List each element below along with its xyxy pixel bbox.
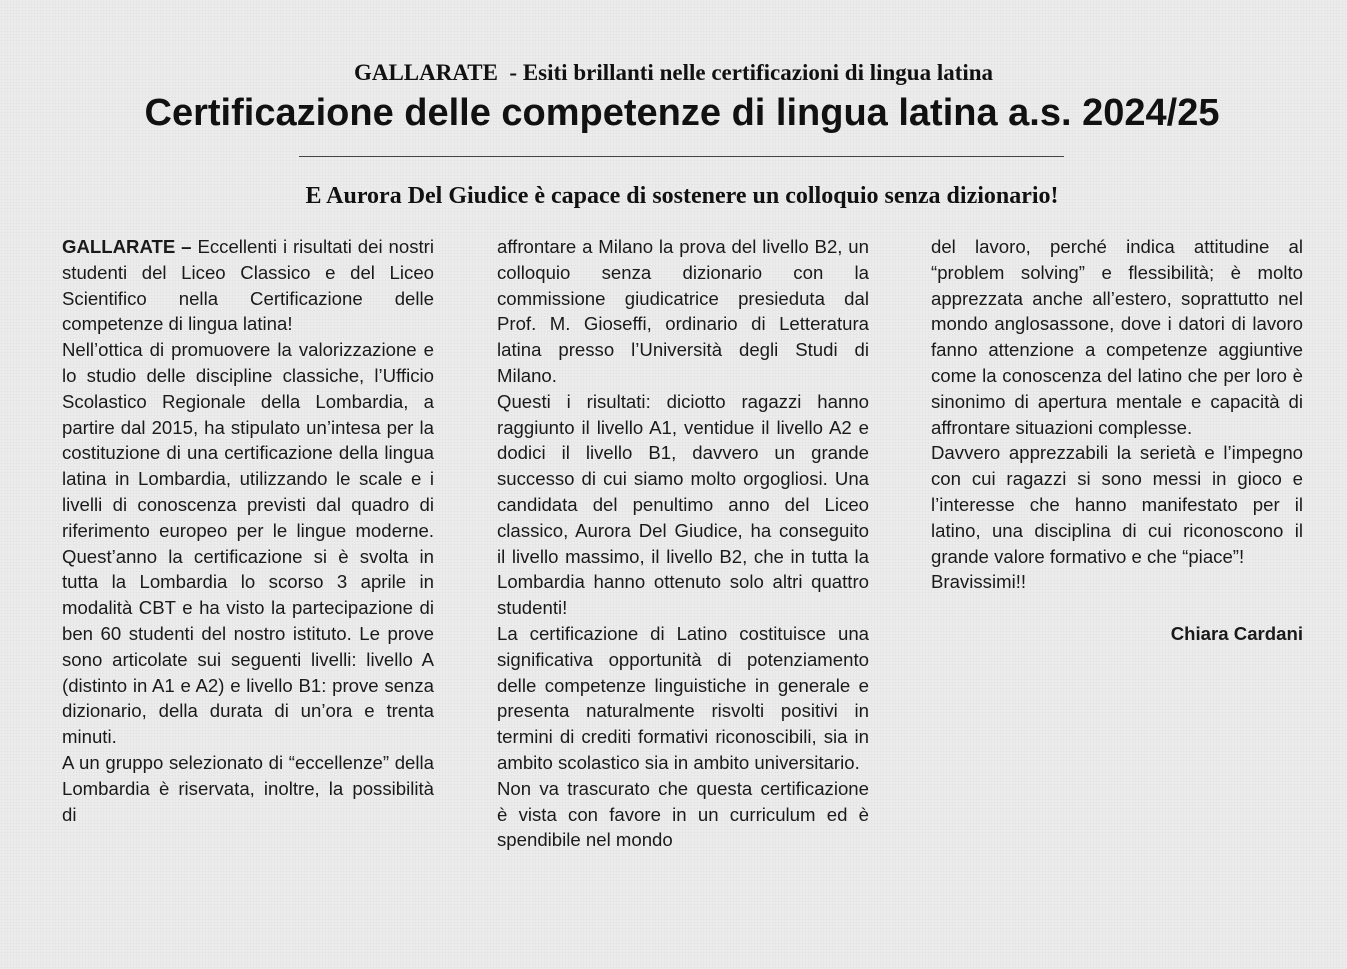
author-signature: Chiara Cardani xyxy=(1170,622,1303,644)
article-headline: Certificazione delle competenze di lingua latina a.s. 2024/25 xyxy=(144,92,1220,134)
dateline: GALLARATE – xyxy=(62,236,192,257)
headline-divider xyxy=(299,156,1064,157)
article-column-3 xyxy=(931,234,1303,647)
col2-paragraph-1: affrontare a Milano la prova del livello B2, un colloquio senza dizionario con la commissione giudicatrice presieduta dal Prof. M. Gioseffi, ordinario di Letteratura latina presso l’Università degli Studi di Milano. xyxy=(497,236,869,386)
article-column-2 xyxy=(497,234,869,853)
article-column-1 xyxy=(62,234,434,827)
col2-paragraph-4: Non va trascurato che questa certificazione è vista con favore in un curriculum ed è spendibile nel mondo xyxy=(497,777,869,851)
col1-paragraph-1-text: Eccellenti i risultati dei nostri studenti del Liceo Classico e del Liceo Scientifico nella Certificazione delle competenze di lingua latina! xyxy=(62,236,434,335)
col1-paragraph-3: A un gruppo selezionato di “eccellenze” della Lombardia è riservata, inoltre, la possibilità di xyxy=(62,751,434,825)
col1-paragraph-2: Nell’ottica di promuovere la valorizzazione e lo studio delle discipline classiche, l’Ufficio Scolastico Regionale della Lombardia, a partire dal 2015, ha stipulato un’intesa per la costituzione di una certificazione della lingua latina in Lombardia, utilizzando le scale e i livelli di conoscenza previsti dal quadro di riferimento europeo per le lingue moderne. Quest’anno la certificazione si è svolta in tutta la Lombardia lo scorso 3 aprile in modalità CBT e ha visto la partecipazione di ben 60 studenti del nostro istituto. Le prove sono articolate sui seguenti livelli: livello A (distinto in A1 e A2) e livello B1: prove senza dizionario, della durata di un’ora e trenta minuti. xyxy=(62,339,434,748)
col3-paragraph-3: Bravissimi!! xyxy=(931,571,1027,593)
col2-paragraph-3: La certificazione di Latino costituisce una significativa opportunità di potenziamento delle competenze linguistiche in generale e presenta naturalmente risvolti positivi in termini di crediti formativi riconoscibili, sia in ambito scolastico sia in ambito universitario. xyxy=(497,622,869,773)
col1-paragraph-1 xyxy=(62,234,434,337)
article-kicker: GALLARATE - Esiti brillanti nelle certificazioni di lingua latina xyxy=(353,60,994,85)
article-subheadline: E Aurora Del Giudice è capace di sostenere un colloquio senza dizionario! xyxy=(305,183,1059,209)
col2-paragraph-2: Questi i risultati: diciotto ragazzi hanno raggiunto il livello A1, ventidue il livello A2 e dodici il livello B1, davvero un grande successo di cui siamo molto orgogliosi. Una candidata del penultimo anno del Liceo classico, Aurora Del Giudice, ha conseguito il livello massimo, il livello B2, che in tutta la Lombardia hanno ottenuto solo altri quattro studenti! xyxy=(497,390,869,619)
col3-paragraph-1: del lavoro, perché indica attitudine al “problem solving” e flessibilità; è molto apprezzata anche all’estero, soprattutto nel mondo anglosassone, dove i datori di lavoro fanno attenzione a competenze aggiuntive come la conoscenza del latino che per loro è sinonimo di apertura mentale e capacità di affrontare situazioni complesse. xyxy=(931,236,1303,438)
col3-paragraph-2: Davvero apprezzabili la serietà e l’impegno con cui ragazzi si sono messi in gioco e l’interesse che hanno manifestato per il latino, una disciplina di cui riconoscono il grande valore formativo e che “piace”! xyxy=(931,442,1303,567)
